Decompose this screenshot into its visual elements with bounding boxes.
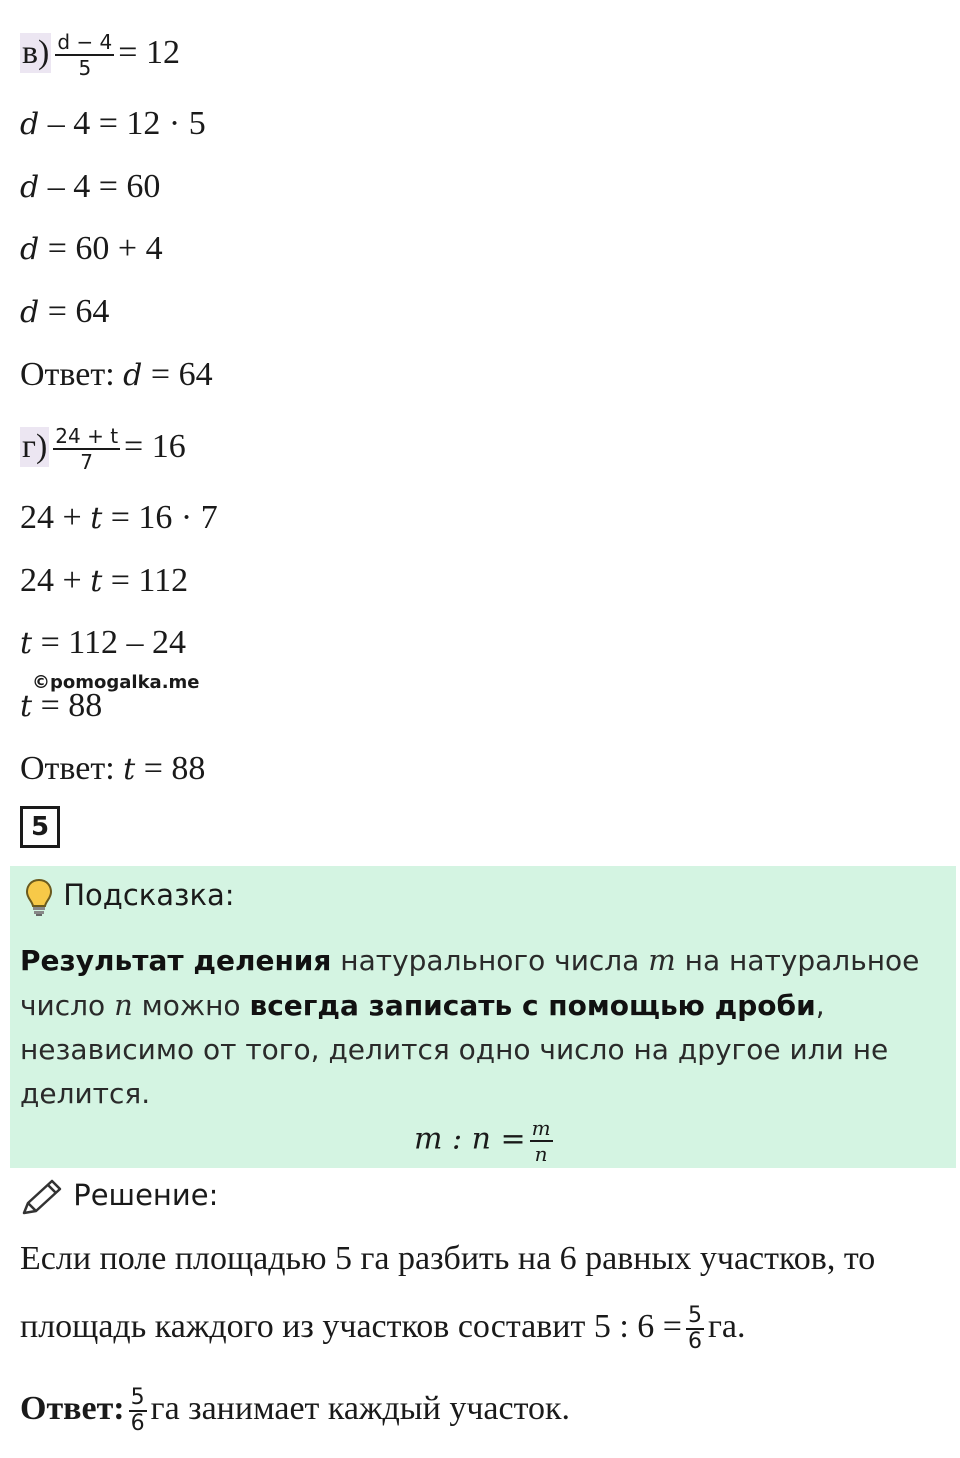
fraction-numerator: d − 4 xyxy=(57,30,113,54)
solution-answer xyxy=(20,1386,570,1436)
step-line xyxy=(20,498,218,539)
hint-title: Подсказка: xyxy=(63,878,235,912)
step-text: = 60 + 4 xyxy=(39,230,163,267)
hint-bold-phrase: Результат деления xyxy=(20,944,332,977)
step-text: – 4 = 12 · 5 xyxy=(39,105,206,142)
answer-label: Ответ: xyxy=(20,1389,125,1427)
step-line xyxy=(20,292,109,333)
hint-text-part: , независимо от того, делится одно число на другое или не делится. xyxy=(20,989,889,1110)
fraction-denominator: 5 xyxy=(78,56,92,80)
variable: d xyxy=(20,107,40,142)
solution-fraction xyxy=(686,1304,704,1354)
variable: t xyxy=(90,501,103,536)
hint-bold-phrase: всегда записать с помощью дроби xyxy=(249,989,816,1022)
equation-rhs: = 12 xyxy=(118,33,180,71)
fraction-numerator: 5 xyxy=(130,1385,145,1410)
formula-left: m : n = xyxy=(414,1121,526,1157)
solution-text: площадь каждого из участков составит 5 : 6 = xyxy=(20,1307,682,1345)
part-label: в) xyxy=(22,33,50,71)
answer-text: га занимает каждый участок. xyxy=(150,1389,571,1427)
answer-line xyxy=(20,749,205,790)
variable: t xyxy=(123,752,136,787)
answer-text: = 88 xyxy=(135,750,206,787)
solution-title: Решение: xyxy=(73,1178,219,1212)
step-text: = 112 xyxy=(102,562,189,599)
part-label: г) xyxy=(22,427,48,465)
hint-text xyxy=(20,938,920,1116)
step-line xyxy=(20,561,188,602)
answer-prefix: Ответ: xyxy=(20,356,124,393)
step-text: = 112 – 24 xyxy=(32,624,186,661)
step-text: – 4 = 60 xyxy=(39,168,161,205)
equation-rhs: = 16 xyxy=(124,427,186,465)
variable: t xyxy=(90,564,103,599)
fraction-denominator: 7 xyxy=(80,450,94,474)
step-text: = 88 xyxy=(32,687,103,724)
step-prefix: 24 + xyxy=(20,562,91,599)
fraction xyxy=(55,30,114,80)
variable: d xyxy=(20,170,40,205)
fraction xyxy=(53,424,120,474)
equation-v xyxy=(20,30,180,80)
answer-fraction xyxy=(129,1386,147,1436)
step-line xyxy=(20,104,206,145)
task-number: 5 xyxy=(20,806,60,848)
fraction-numerator: m xyxy=(531,1116,551,1140)
hint-text-part: на натуральное число xyxy=(20,944,920,1022)
solution-line-1: Если поле площадью 5 га разбить на 6 равных участков, то xyxy=(20,1240,876,1277)
fraction-numerator: 5 xyxy=(687,1303,702,1328)
hint-text-part: можно xyxy=(132,989,250,1022)
variable: d xyxy=(20,295,40,330)
step-text: = 16 · 7 xyxy=(102,499,218,536)
step-line xyxy=(20,623,186,664)
variable-n: n xyxy=(114,988,133,1022)
pencil-icon xyxy=(20,1178,73,1212)
answer-text: = 64 xyxy=(142,356,213,393)
fraction-denominator: 6 xyxy=(687,1329,702,1354)
fraction-denominator: n xyxy=(534,1142,548,1166)
watermark: ©pomogalka.me xyxy=(32,672,200,693)
fraction-numerator: 24 + t xyxy=(55,424,119,448)
fraction-denominator: 6 xyxy=(130,1411,145,1436)
solution-header xyxy=(20,1174,218,1217)
step-text: = 64 xyxy=(39,293,110,330)
equation-g xyxy=(20,424,186,474)
answer-line xyxy=(20,355,213,396)
variable: t xyxy=(20,626,33,661)
step-line xyxy=(20,229,163,270)
hint-formula xyxy=(414,1116,557,1166)
hint-header xyxy=(24,874,235,917)
variable: d xyxy=(123,358,143,393)
hint-box xyxy=(10,866,956,1168)
solution-text: га. xyxy=(707,1307,746,1345)
answer-prefix: Ответ: xyxy=(20,750,124,787)
variable: d xyxy=(20,232,40,267)
solution-line-2 xyxy=(20,1304,746,1354)
step-line xyxy=(20,167,160,208)
hint-text-part: натурального числа xyxy=(331,944,649,977)
formula-fraction xyxy=(530,1116,553,1166)
variable: t xyxy=(20,689,33,724)
step-prefix: 24 + xyxy=(20,499,91,536)
lightbulb-icon xyxy=(24,878,63,912)
variable-m: m xyxy=(648,943,676,977)
